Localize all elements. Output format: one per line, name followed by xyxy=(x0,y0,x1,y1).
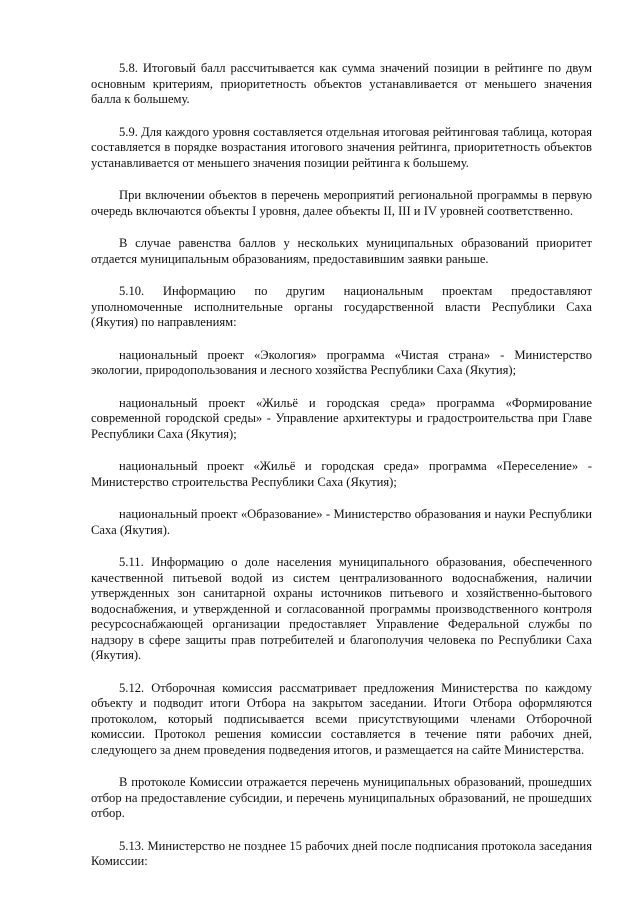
document-page xyxy=(91,61,592,870)
paragraph-equal-scores: В случае равенства баллов у нескольких муниципальных образований приоритет отдается муниципальным образованиям, предоставившим заявки раньше. xyxy=(91,236,592,266)
paragraph-education-project: национальный проект «Образование» - Министерство образования и науки Республики Саха (Якутия). xyxy=(91,507,592,537)
paragraph-urban-environment-project: национальный проект «Жильё и городская среда» программа «Формирование современной городской среды» - Управление архитектуры и градостроительства при Главе Республики Саха (Якутия); xyxy=(91,395,592,441)
paragraph-5-9: 5.9. Для каждого уровня составляется отдельная итоговая рейтинговая таблица, которая составляется в порядке возрастания итогового значения рейтинга, приоритетность объектов устанавливается от меньшего значения позиции рейтинга к большему. xyxy=(91,124,592,170)
paragraph-ecology-project: национальный проект «Экология» программа «Чистая страна» - Министерство экологии, природопользования и лесного хозяйства Республики Саха (Якутия); xyxy=(91,347,592,377)
paragraph-5-13: 5.13. Министерство не позднее 15 рабочих дней после подписания протокола заседания Комиссии: xyxy=(91,838,592,868)
paragraph-commission-protocol: В протоколе Комиссии отражается перечень муниципальных образований, прошедших отбор на предоставление субсидии, и перечень муниципальных образований, не прошедших отбор. xyxy=(91,775,592,820)
paragraph-5-10: 5.10. Информацию по другим национальным проектам предоставляют уполномоченные исполнительные органы государственной власти Республики Саха (Якутия) по направлениям: xyxy=(91,284,592,329)
paragraph-resettlement-project: национальный проект «Жильё и городская среда» программа «Переселение» - Министерство строительства Республики Саха (Якутия); xyxy=(91,459,592,489)
paragraph-5-12: 5.12. Отборочная комиссия рассматривает предложения Министерства по каждому объекту и подводит итоги Отбора на закрытом заседании. Итоги Отбора оформляются протоколом, который подписывается всеми присутствующими членами Отборочной комиссии. Протокол решения комиссии составляется в течение пяти рабочих дней, следующего за днем проведения подведения итогов, и размещается на сайте Министерства. xyxy=(91,680,592,757)
paragraph-inclusion-order: При включении объектов в перечень мероприятий региональной программы в первую очередь включаются объекты I уровня, далее объекты II, III и IV уровней соответственно. xyxy=(91,188,592,218)
paragraph-5-11: 5.11. Информацию о доле населения муниципального образования, обеспеченного качественной питьевой водой из систем централизованного водоснабжения, наличии утвержденных зон санитарной охраны источников питьевого и хозяйственно-бытового водоснабжения, и утвержденной и согласованной программы производственного контроля ресурсоснабжающей организации предоставляет Управление Федеральной службы по надзору в сфере защиты прав потребителей и благополучия человека по Республики Саха (Якутия). xyxy=(91,555,592,662)
paragraph-5-8: 5.8. Итоговый балл рассчитывается как сумма значений позиции в рейтинге по двум основным критериям, приоритетность объектов устанавливается от меньшего значения балла к большему. xyxy=(91,61,592,106)
